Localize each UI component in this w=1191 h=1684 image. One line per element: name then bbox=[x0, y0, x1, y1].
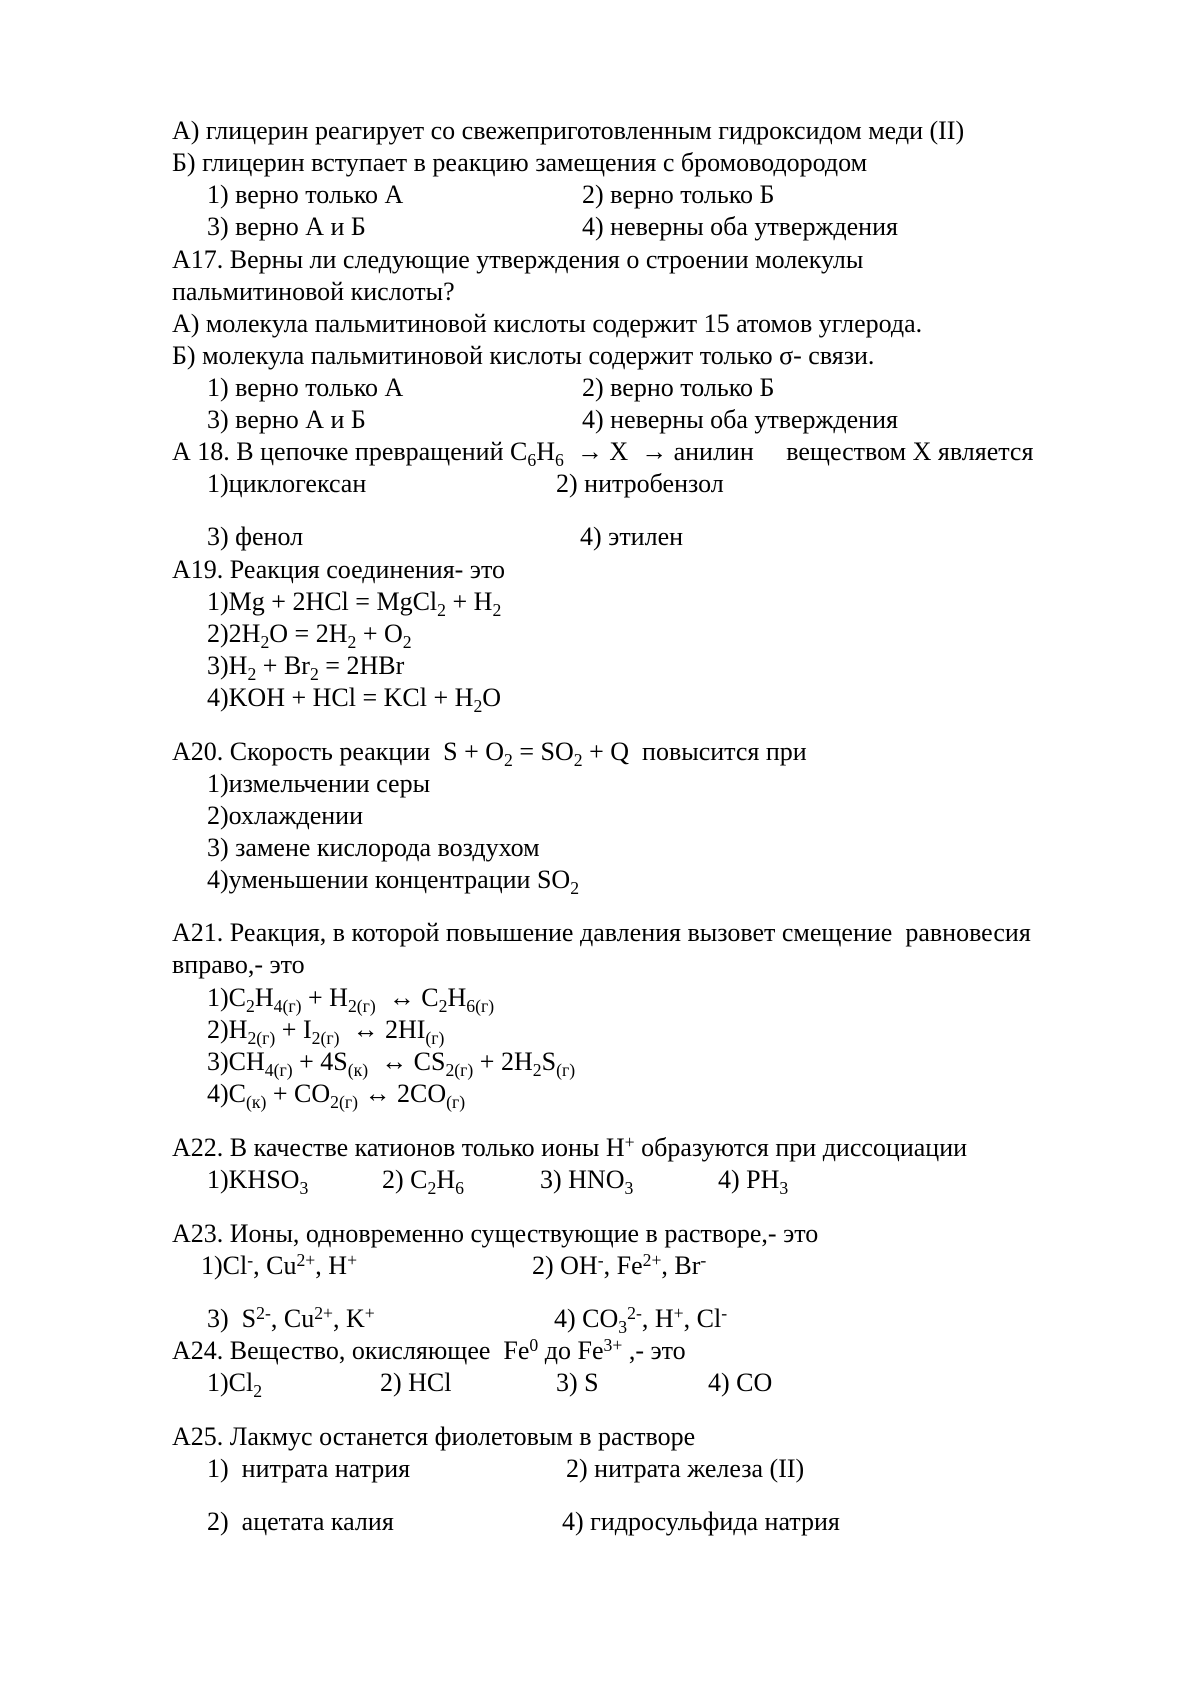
a17-option-2: 2) верно только Б bbox=[582, 373, 775, 402]
a22-option-4: 4) $PH_3$ bbox=[718, 1165, 789, 1198]
a24-option-3: 3) S bbox=[556, 1368, 599, 1397]
a18-option-3: 3) фенол bbox=[207, 522, 304, 551]
a16-statement-a: А) глицерин реагирует со свежеприготовленным гидроксидом меди (II) bbox=[172, 116, 965, 145]
a20-option-3: 3) замене кислорода воздухом bbox=[207, 833, 540, 862]
a21-question-line-1: А21. Реакция, в которой повышение давления вызовет смещение равновесия bbox=[172, 918, 1031, 947]
a20-option-1: 1)измельчении серы bbox=[207, 769, 431, 798]
a25-option-4: 4) гидросульфида натрия bbox=[562, 1507, 840, 1536]
a23-option-2: 2) OH-, $Fe^{2+}$, Br- bbox=[532, 1249, 707, 1280]
a17-question-line-2: пальмитиновой кислоты? bbox=[172, 277, 455, 306]
a25-option-1: 1) нитрата натрия bbox=[207, 1454, 411, 1483]
a21-question-line-2: вправо,- это bbox=[172, 950, 305, 979]
a22-option-1: $1)KHSO_3$ bbox=[207, 1165, 309, 1198]
a19-option-2: $2)2H_2O = 2H_2 + O_2$ bbox=[207, 619, 412, 652]
a16-option-3: 3) верно А и Б bbox=[207, 212, 366, 241]
a21-option-4: $4)C_{(к)} + CO_{2(г)}$ ↔ $2CO_{(г)}$ bbox=[207, 1079, 466, 1112]
a17-statement-b: Б) молекула пальмитиновой кислоты содержит только σ- связи. bbox=[172, 341, 875, 370]
a17-option-3: 3) верно А и Б bbox=[207, 405, 366, 434]
a16-option-4: 4) неверны оба утверждения bbox=[582, 212, 898, 241]
a20-question: А20. Скорость реакции $S + O_2 = SO_2 + Q$ повысится при bbox=[172, 737, 807, 770]
a25-option-2: 2) нитрата железа (II) bbox=[566, 1454, 805, 1483]
a22-option-2: 2) $C_2H_6$ bbox=[382, 1165, 464, 1198]
a19-option-3: $3)H_2 + Br_2 = 2HBr$ bbox=[207, 651, 405, 684]
a22-option-3: 3) $HNO_3$ bbox=[540, 1165, 634, 1198]
a24-question: А24. Вещество, окисляющее Fe$^0$ до $Fe^{3+}$ ,- это bbox=[172, 1334, 686, 1365]
a17-statement-a: А) молекула пальмитиновой кислоты содержит 15 атомов углерода. bbox=[172, 309, 923, 338]
a23-option-4: 4) $CO_3^{2-}$, H+, Cl- bbox=[554, 1302, 728, 1337]
a16-option-2: 2) верно только Б bbox=[582, 180, 775, 209]
a18-option-2: 2) нитробензол bbox=[556, 469, 724, 498]
a18-option-1: 1)циклогексан bbox=[207, 469, 367, 498]
a16-option-1: 1) верно только А bbox=[207, 180, 404, 209]
a23-option-3: 3) $S^{2-}$, $Cu^{2+}$, K+ bbox=[207, 1302, 375, 1333]
a19-question: А19. Реакция соединения- это bbox=[172, 555, 505, 584]
a21-option-2: $2)H_{2(г)} + I_{2(г)}$ ↔ $2HI_{(г)}$ bbox=[207, 1015, 445, 1048]
a20-option-2: 2)охлаждении bbox=[207, 801, 363, 830]
a17-option-1: 1) верно только А bbox=[207, 373, 404, 402]
a23-question: А23. Ионы, одновременно существующие в растворе,- это bbox=[172, 1219, 819, 1248]
a24-option-2: 2) HCl bbox=[380, 1368, 452, 1397]
a17-question-line-1: А17. Верны ли следующие утверждения о строении молекулы bbox=[172, 245, 864, 274]
a23-option-1: 1)Cl-, $Cu^{2+}$, H+ bbox=[201, 1249, 358, 1280]
a24-option-1: $1)Cl_2$ bbox=[207, 1368, 263, 1401]
a21-option-1: $1)C_2H_{4(г)} + H_{2(г)}$ ↔ $C_2H_{6(г)}$ bbox=[207, 983, 495, 1016]
a20-option-4: 4)уменьшении концентрации $SO_2$ bbox=[207, 865, 580, 898]
a19-option-4: 4)KOH + HCl = KCl + $H_2O$ bbox=[207, 683, 502, 716]
a19-option-1: 1)Mg + 2HCl = MgCl$_2$ + $H_2$ bbox=[207, 587, 502, 620]
a18-question: А 18. В цепочке превращений $C_6H_6 \to X$ → анилин веществом X является bbox=[172, 437, 1034, 470]
a24-option-4: 4) CO bbox=[708, 1368, 773, 1397]
a21-option-3: $3)CH_{4(г)} + 4S_{(к)}$ ↔ $CS_{2(г)} + 2H_2S_{(г)}$ bbox=[207, 1047, 576, 1080]
a17-option-4: 4) неверны оба утверждения bbox=[582, 405, 898, 434]
a25-option-3: 2) ацетата калия bbox=[207, 1507, 394, 1536]
a25-question: А25. Лакмус останется фиолетовым в растворе bbox=[172, 1422, 696, 1451]
a16-statement-b: Б) глицерин вступает в реакцию замещения с бромоводородом bbox=[172, 148, 868, 177]
a18-option-4: 4) этилен bbox=[580, 522, 684, 551]
a22-question: А22. В качестве катионов только ионы H+ образуются при диссоциации bbox=[172, 1131, 968, 1162]
